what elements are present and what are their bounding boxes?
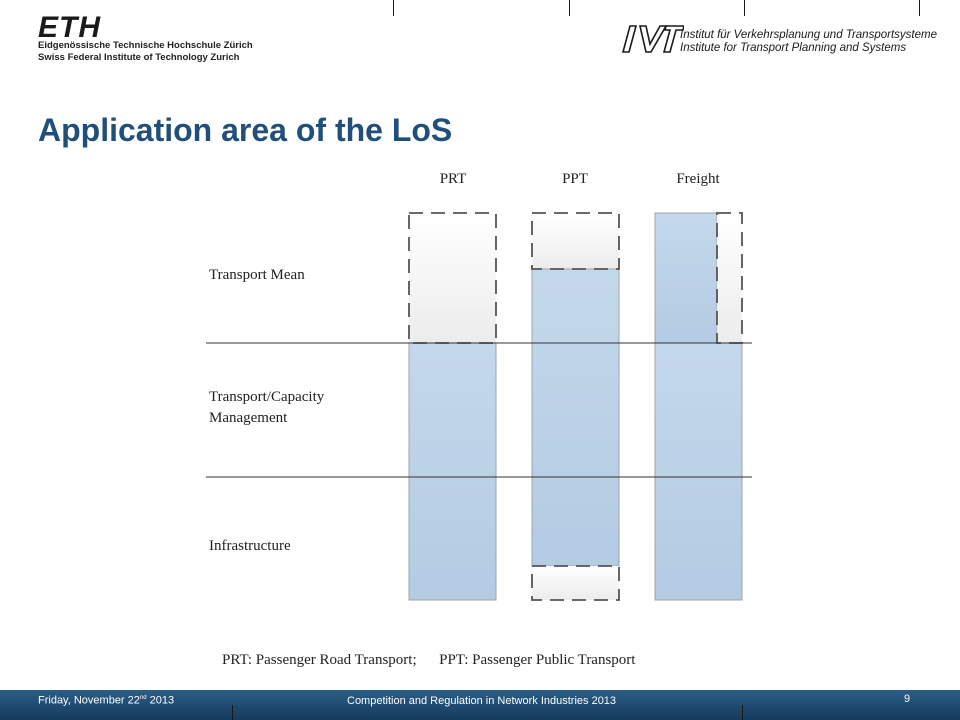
prt-covered-area <box>409 343 496 600</box>
eth-name-german: Eidgenössische Technische Hochschule Zürich <box>38 40 253 51</box>
ivt-name-english: Institute for Transport Planning and Systems <box>680 42 907 54</box>
row-label-capacity-management: Transport/Capacity <box>209 389 325 405</box>
ivt-name-german: Institut für Verkehrsplanung und Transportsysteme <box>680 29 937 41</box>
ppt-covered-area <box>532 269 619 566</box>
footer-divider <box>232 705 233 720</box>
footer-course-title: Competition and Regulation in Network Industries 2013 <box>347 695 617 707</box>
row-label-infrastructure: Infrastructure <box>209 538 291 554</box>
column-header-prt: PRT <box>439 171 467 187</box>
footer-page-number: 9 <box>904 693 911 705</box>
footer-date-year: 2013 <box>146 694 175 707</box>
eth-name-english: Swiss Federal Institute of Technology Zurich <box>38 52 240 63</box>
freight-transport-mean-covered <box>655 213 717 343</box>
ppt-top-empty <box>532 213 619 269</box>
row-label-transport-mean: Transport Mean <box>209 267 305 283</box>
ppt-bottom-empty <box>532 566 619 600</box>
page-title: Application area of the LoS <box>38 112 453 148</box>
footer-divider <box>742 705 743 720</box>
freight-covered-area <box>655 343 742 600</box>
row-label-capacity-management-line2: Management <box>209 410 288 426</box>
column-header-ppt: PPT <box>562 171 588 187</box>
prt-transport-mean-empty <box>409 213 496 343</box>
freight-transport-mean-empty <box>717 213 742 343</box>
footer-date-suffix: nd <box>139 695 147 701</box>
eth-logo: ETH <box>38 11 101 44</box>
footer-date-day: Friday, November 22 <box>38 694 140 707</box>
footer-date <box>38 691 174 708</box>
abbreviation-legend: PRT: Passenger Road Transport; PPT: Passenger Public Transport <box>222 652 636 668</box>
column-header-freight: Freight <box>676 171 720 187</box>
